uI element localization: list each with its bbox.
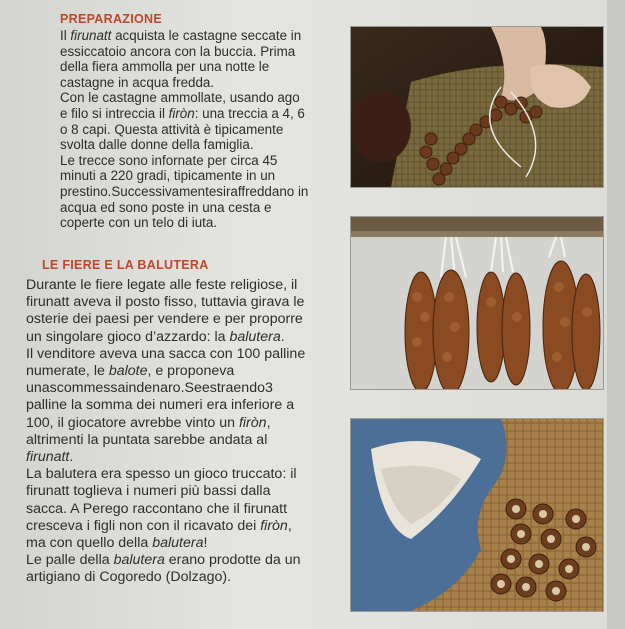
- preparazione-paragraph-2: Con le castagne ammollate, usando ago e filo si intreccia il firòn: una treccia a 4, 6 o 8 capi. Questa attività è tipicamente svolta dalle donne della famiglia.: [60, 90, 305, 153]
- fiere-paragraph-2: Il venditore aveva una sacca con 100 palline numerate, le balote, e proponeva unascommessaindenaro.Seestraendo3 palline la somma dei numeri era inferiore a 100, il giocatore avrebbe vinto un firòn, altrimenti la puntata sarebbe andata al firunatt.: [26, 345, 306, 466]
- preparazione-text: [60, 28, 310, 231]
- section-heading-preparazione: PREPARAZIONE: [60, 12, 162, 26]
- photo-sack-and-balls-image: [351, 419, 603, 611]
- photo-hanging-braids: [350, 216, 604, 390]
- photo-braiding-chestnuts: [350, 26, 604, 188]
- preparazione-paragraph-1: Il firunatt acquista le castagne seccate in essiccatoio ancora con la buccia. Prima della fiera ammolla per una notte le castagne in acqua fredda.: [60, 28, 302, 90]
- photo-braiding-chestnuts-image: [351, 27, 603, 187]
- fiere-paragraph-3: La balutera era spesso un gioco truccato: il firunatt toglieva i numeri più bassi dalla sacca. A Perego raccontano che il firunatt cresceva i figli non con il ricavato dei firòn, ma con quello della balutera!: [26, 466, 297, 552]
- page-edge: [607, 0, 625, 629]
- fiere-text: [26, 277, 306, 587]
- preparazione-paragraph-3: Le trecce sono infornate per circa 45 minuti a 220 gradi, tipicamente in un prestino.Successivamentesiraffreddano in acqua ed sono poste in una cesta e coperte con un telo di iuta.: [60, 152, 309, 231]
- photo-hanging-braids-image: [351, 217, 603, 389]
- section-heading-fiere: LE FIERE E LA BALUTERA: [42, 258, 209, 272]
- photo-sack-and-balls: [350, 418, 604, 612]
- fiere-paragraph-1: Durante le fiere legate alle feste religiose, il firunatt aveva il posto fisso, tuttavia girava le osterie dei paesi per vendere e per proporre un singolare gioco d’azzardo: la balutera.: [26, 277, 305, 345]
- fiere-paragraph-4: Le palle della balutera erano prodotte da un artigiano di Cogoredo (Dolzago).: [26, 552, 301, 586]
